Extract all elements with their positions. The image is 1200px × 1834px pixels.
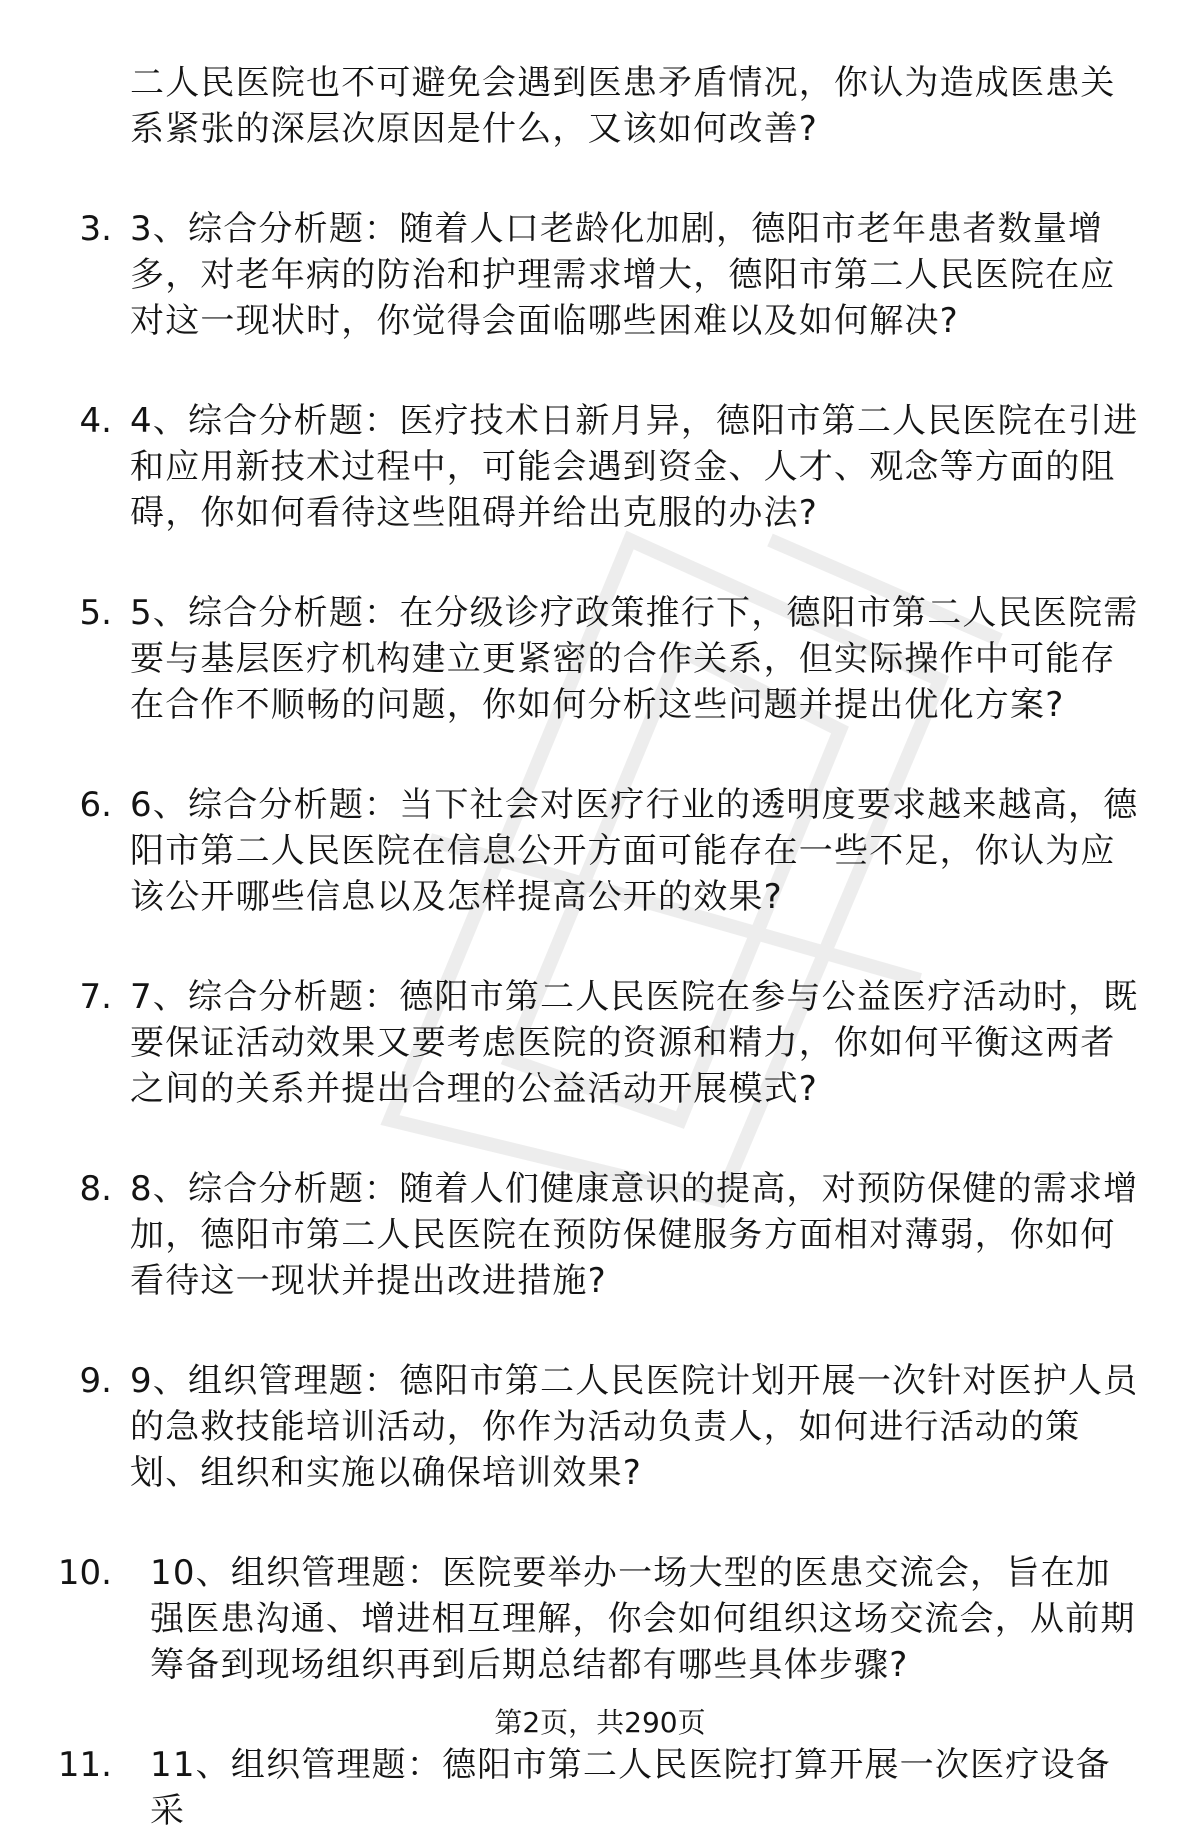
- list-item: [0, 1166, 1200, 1304]
- item-text: 4、综合分析题：医疗技术日新月异，德阳市第二人民医院在引进和应用新技术过程中，可能会遇到资金、人才、观念等方面的阻碍，你如何看待这些阻碍并给出克服的办法?: [130, 401, 1139, 533]
- list-item: [0, 398, 1200, 536]
- item-text: 7、综合分析题：德阳市第二人民医院在参与公益医疗活动时，既要保证活动效果又要考虑医院的资源和精力，你如何平衡这两者之间的关系并提出合理的公益活动开展模式?: [130, 977, 1139, 1109]
- item-number: 3.: [79, 209, 112, 249]
- item-text: 8、综合分析题：随着人们健康意识的提高，对预防保健的需求增加，德阳市第二人民医院在预防保健服务方面相对薄弱，你如何看待这一现状并提出改进措施?: [130, 1169, 1139, 1301]
- list-item: [0, 974, 1200, 1112]
- list-item: [0, 1550, 1200, 1688]
- item-number: 7.: [79, 977, 112, 1017]
- list-item: [0, 206, 1200, 344]
- item-number: 11.: [57, 1745, 112, 1785]
- item-text: 10、组织管理题：医院要举办一场大型的医患交流会，旨在加强医患沟通、增进相互理解，你会如何组织这场交流会，从前期筹备到现场组织再到后期总结都有哪些具体步骤?: [150, 1553, 1136, 1685]
- list-item: [0, 590, 1200, 728]
- item-number: 10.: [57, 1553, 112, 1593]
- item-text: 3、综合分析题：随着人口老龄化加剧，德阳市老年患者数量增多，对老年病的防治和护理需求增大，德阳市第二人民医院在应对这一现状时，你觉得会面临哪些困难以及如何解决?: [130, 209, 1116, 341]
- document-body: [0, 60, 1200, 1834]
- item-number: 8.: [79, 1169, 112, 1209]
- list-item: [0, 1358, 1200, 1496]
- item-text: 9、组织管理题：德阳市第二人民医院计划开展一次针对医护人员的急救技能培训活动，你作为活动负责人，如何进行活动的策划、组织和实施以确保培训效果?: [130, 1361, 1139, 1493]
- continued-question-text: 二人民医院也不可避免会遇到医患矛盾情况，你认为造成医患关系紧张的深层次原因是什么，又该如何改善?: [130, 63, 1116, 149]
- item-number: 9.: [79, 1361, 112, 1401]
- item-text: 5、综合分析题：在分级诊疗政策推行下，德阳市第二人民医院需要与基层医疗机构建立更紧密的合作关系，但实际操作中可能存在合作不顺畅的问题，你如何分析这些问题并提出优化方案?: [130, 593, 1139, 725]
- page-footer: 第2页，共290页: [494, 1706, 706, 1739]
- item-text: 6、综合分析题：当下社会对医疗行业的透明度要求越来越高，德阳市第二人民医院在信息公开方面可能存在一些不足，你认为应该公开哪些信息以及怎样提高公开的效果?: [130, 785, 1139, 917]
- question-list: [0, 206, 1200, 1834]
- item-number: 5.: [79, 593, 112, 633]
- list-item: [0, 1742, 1200, 1834]
- item-text: 11、组织管理题：德阳市第二人民医院打算开展一次医疗设备采: [150, 1745, 1111, 1831]
- list-item: [0, 782, 1200, 920]
- item-number: 4.: [79, 401, 112, 441]
- item-number: 6.: [79, 785, 112, 825]
